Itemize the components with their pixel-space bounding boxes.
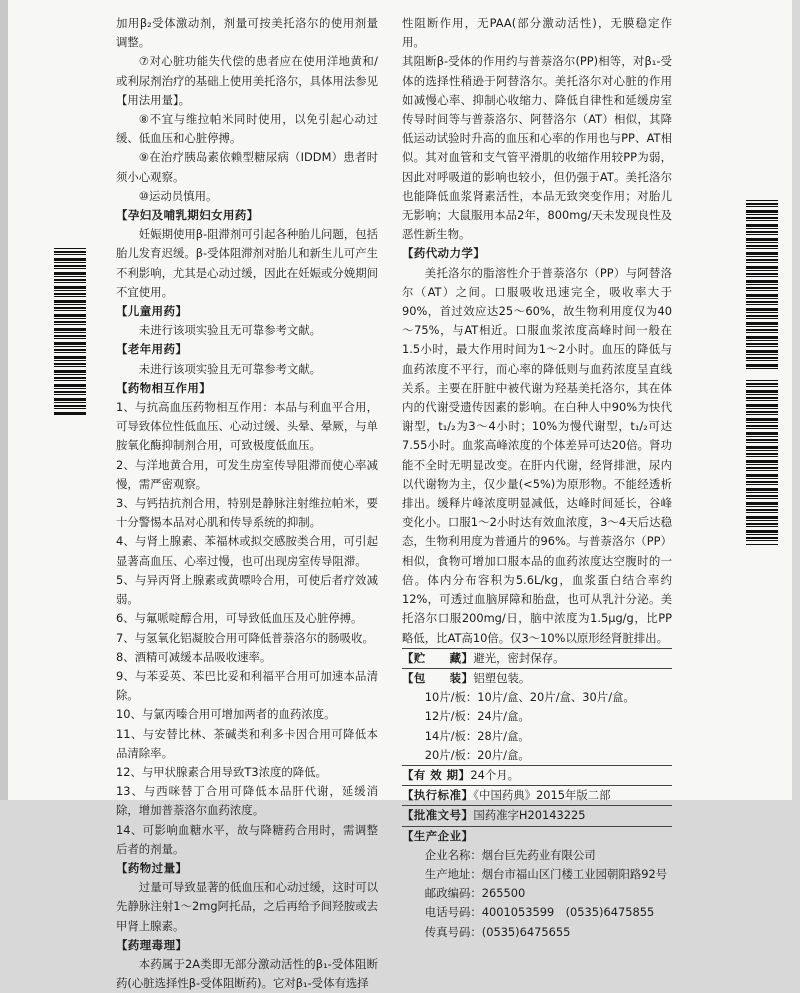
pharmacology-text: 本药属于2A类即无部分激动活性的β₁-受体阻断药(心脏选择性β-受体阻断药)。它对β₁-受体有选择 (116, 956, 378, 991)
section-elderly: 【老年用药】 (116, 342, 188, 357)
scan-edge (0, 0, 8, 800)
interaction-item: 2、与洋地黄合用，可发生房室传导阻滞而使心率减慢，需严密观察。 (116, 457, 378, 491)
pharmacology-cont-1: 性阻断作用，无PAA(部分激动活性)，无膜稳定作用。 (402, 16, 672, 50)
precaution-10: ⑩运动员慎用。 (138, 188, 218, 203)
section-manufacturer: 【生产企业】 (402, 828, 474, 843)
right-column (402, 14, 672, 942)
interaction-item: 1、与抗高血压药物相互作用：本品与利血平合用，可导致体位性低血压、心动过缓、头晕、晕厥，与单胺氧化酶抑制剂合用，可致极度低血压。 (116, 400, 378, 453)
interaction-item: 3、与钙拮抗剂合用，特别是静脉注射维拉帕米，要十分警惕本品对心肌和传导系统的抑制。 (116, 496, 378, 530)
interaction-item: 7、与氢氧化铝凝胶合用可降低普萘洛尔的肠吸收。 (116, 630, 374, 645)
manufacturer-address: 生产地址：烟台市福山区门楼工业园朝阳路92号 (424, 866, 668, 881)
approval-label: 【批准文号】 (402, 808, 474, 823)
children-text: 未进行该项实验且无可靠参考文献。 (138, 323, 322, 338)
interaction-item: 10、与氯丙嗪合用可增加两者的血药浓度。 (116, 707, 336, 722)
interaction-item: 9、与苯妥英、苯巴比妥和利福平合用可加速本品清除。 (116, 668, 378, 703)
package-value: 铝塑包装。 (473, 670, 531, 685)
package-label: 【包 装】 (402, 670, 474, 685)
interaction-item: 13、与西咪替丁合用可降低本品肝代谢，延缓消除，增加普萘洛尔血药浓度。 (116, 784, 378, 818)
package-row (402, 669, 672, 688)
validity-row (402, 766, 672, 785)
standard-row (402, 786, 672, 805)
section-pharmacokinetics: 【药代动力学】 (402, 246, 486, 261)
validity-value: 24个月。 (470, 767, 520, 782)
storage-row (402, 649, 672, 668)
interaction-item: 8、酒精可减缓本品吸收速率。 (116, 649, 272, 664)
manufacturer-zip: 邮政编码：265500 (424, 886, 526, 901)
interaction-item: 5、与异丙肾上腺素或黄嘌呤合用，可使后者疗效减弱。 (116, 572, 378, 607)
package-spec: 14片/板：28片/盒。 (424, 728, 530, 743)
storage-value: 避光，密封保存。 (473, 650, 565, 665)
manufacturer-name: 企业名称：烟台巨先药业有限公司 (424, 847, 596, 862)
section-overdose: 【药物过量】 (116, 860, 188, 875)
pregnancy-text: 妊娠期使用β-阻滞剂可引起各种胎儿问题，包括胎儿发育迟缓。β-受体阻滞剂对胎儿和新生儿可产生不利影响，尤其是心动过缓，因此在妊娠或分娩期间不宜使用。 (116, 227, 378, 299)
section-pregnancy: 【孕妇及哺乳期妇女用药】 (116, 208, 259, 223)
package-insert-page (8, 0, 792, 991)
approval-row (402, 806, 672, 825)
manufacturer-phone: 电话号码：4001053599 (0535)6475855 (424, 905, 655, 920)
standard-value: 《中国药典》2015年版二部 (473, 788, 611, 803)
package-spec: 12片/板：24片/盒。 (424, 709, 530, 724)
pharmacokinetics-text: 美托洛尔的脂溶性介于普萘洛尔（PP）与阿替洛尔（AT）之间。口服吸收迅速完全，吸收率大于90%，首过效应达25～60%，故生物利用度仅为40～75%，与AT相近。口服血浆浓度高峰时间一般在1.5小时，最大作用时间为1～2小时。血压的降低与血药浓度不平行，而心率的降低则与血药浓度呈直线关系。主要在肝脏中被代谢为羟基美托洛尔，其在体内的代谢受遗传因素的影响。在白种人中90%为快代谢型，t₁/₂为3～4小时；10%为慢代谢型，t₁/₂可达7.55小时。血浆高峰浓度的个体差异可达20倍。肾功能不全时无明显改变。在肝内代谢，经肾排泄，尿内以代谢物为主，仅少量(<5%)为原形物。不能经透析排出。缓释片峰浓度明显减低，达峰时间延长，谷峰变化小。口服1～2小时达有效血浓度，3～4天后达稳态，生物利用度为普通片的96%。与普萘洛尔（PP）相似，食物可增加口服本品的血药浓度达空腹时的一倍。体内分布容积为5.6L/kg，血浆蛋白结合率约12%，可透过血脑屏障和胎盘，也可从乳汁分泌。美托洛尔口服200mg/日，脑中浓度为1.5μg/g，比PP略低，比AT高10倍。仅3～10%以原形经肾脏排出。 (402, 265, 672, 645)
elderly-text: 未进行该项实验且无可靠参考文献。 (138, 361, 322, 376)
standard-label: 【执行标准】 (402, 788, 474, 803)
left-column (116, 14, 378, 993)
pharmacology-cont-2: 其阻断β-受体的作用约与普萘洛尔(PP)相等，对β₁-受体的选择性稍逊于阿替洛尔。美托洛尔对心脏的作用如减慢心率、抑制心收缩力、降低自律性和延缓房室传导时间等与普萘洛尔、阿替洛尔（AT）相似，其降低运动试验时升高的血压和心率的作用也与PP、AT相似。其对血管和支气管平滑肌的收缩作用较PP为弱，因此对呼吸道的影响也较小，但仍强于AT。美托洛尔也能降低血浆肾素活性，本品无致突变作用；对胎儿无影响；大鼠服用本品2年，800mg/天未发现良性及恶性新生物。 (402, 54, 672, 242)
interaction-item: 6、与氟哌啶醇合用，可导致低血压及心脏停搏。 (116, 611, 363, 626)
package-spec: 10片/板：10片/盒、20片/盒、30片/盒。 (424, 690, 635, 705)
barcode-strip-left (54, 248, 86, 416)
manufacturer-fax: 传真号码：(0535)6475655 (424, 924, 571, 939)
interaction-item: 11、与安替比林、茶碱类和利多卡因合用可降低本品清除率。 (116, 726, 378, 760)
precaution-9: ⑨在治疗胰岛素依赖型糖尿病（IDDM）患者时须小心观察。 (116, 150, 378, 184)
section-children: 【儿童用药】 (116, 304, 188, 319)
package-spec: 20片/板：20片/盒。 (424, 747, 530, 762)
approval-value: 国药准字H20143225 (473, 808, 586, 823)
validity-label: 【有 效 期】 (402, 767, 471, 782)
interaction-item: 4、与肾上腺素、苯福林或拟交感胺类合用，可引起显著高血压、心率过慢，也可出现房室传导阻滞。 (116, 534, 378, 568)
precaution-6-tail: 加用β₂受体激动剂，剂量可按美托洛尔的使用剂量调整。 (116, 16, 378, 50)
interaction-item: 12、与甲状腺素合用导致T3浓度的降低。 (116, 764, 327, 779)
overdose-text: 过量可导致显著的低血压和心动过缓，这时可以先静脉注射1～2mg阿托品，之后再给予间羟胺或去甲肾上腺素。 (116, 880, 379, 933)
precaution-7: ⑦对心脏功能失代偿的患者应在使用洋地黄和/或利尿剂治疗的基础上使用美托洛尔，具体用法参见【用法用量】。 (116, 54, 378, 107)
barcode-strip-right-top (746, 200, 778, 370)
precaution-8: ⑧不宜与维拉帕米同时使用，以免引起心动过缓、低血压和心脏停搏。 (116, 112, 378, 146)
section-pharmacology: 【药理毒理】 (116, 937, 188, 952)
storage-label: 【贮 藏】 (402, 650, 474, 665)
section-interactions: 【药物相互作用】 (116, 380, 212, 395)
barcode-strip-right-bottom (746, 380, 778, 545)
interaction-item: 14、可影响血糖水平，故与降糖药合用时，需调整后者的剂量。 (116, 822, 378, 856)
